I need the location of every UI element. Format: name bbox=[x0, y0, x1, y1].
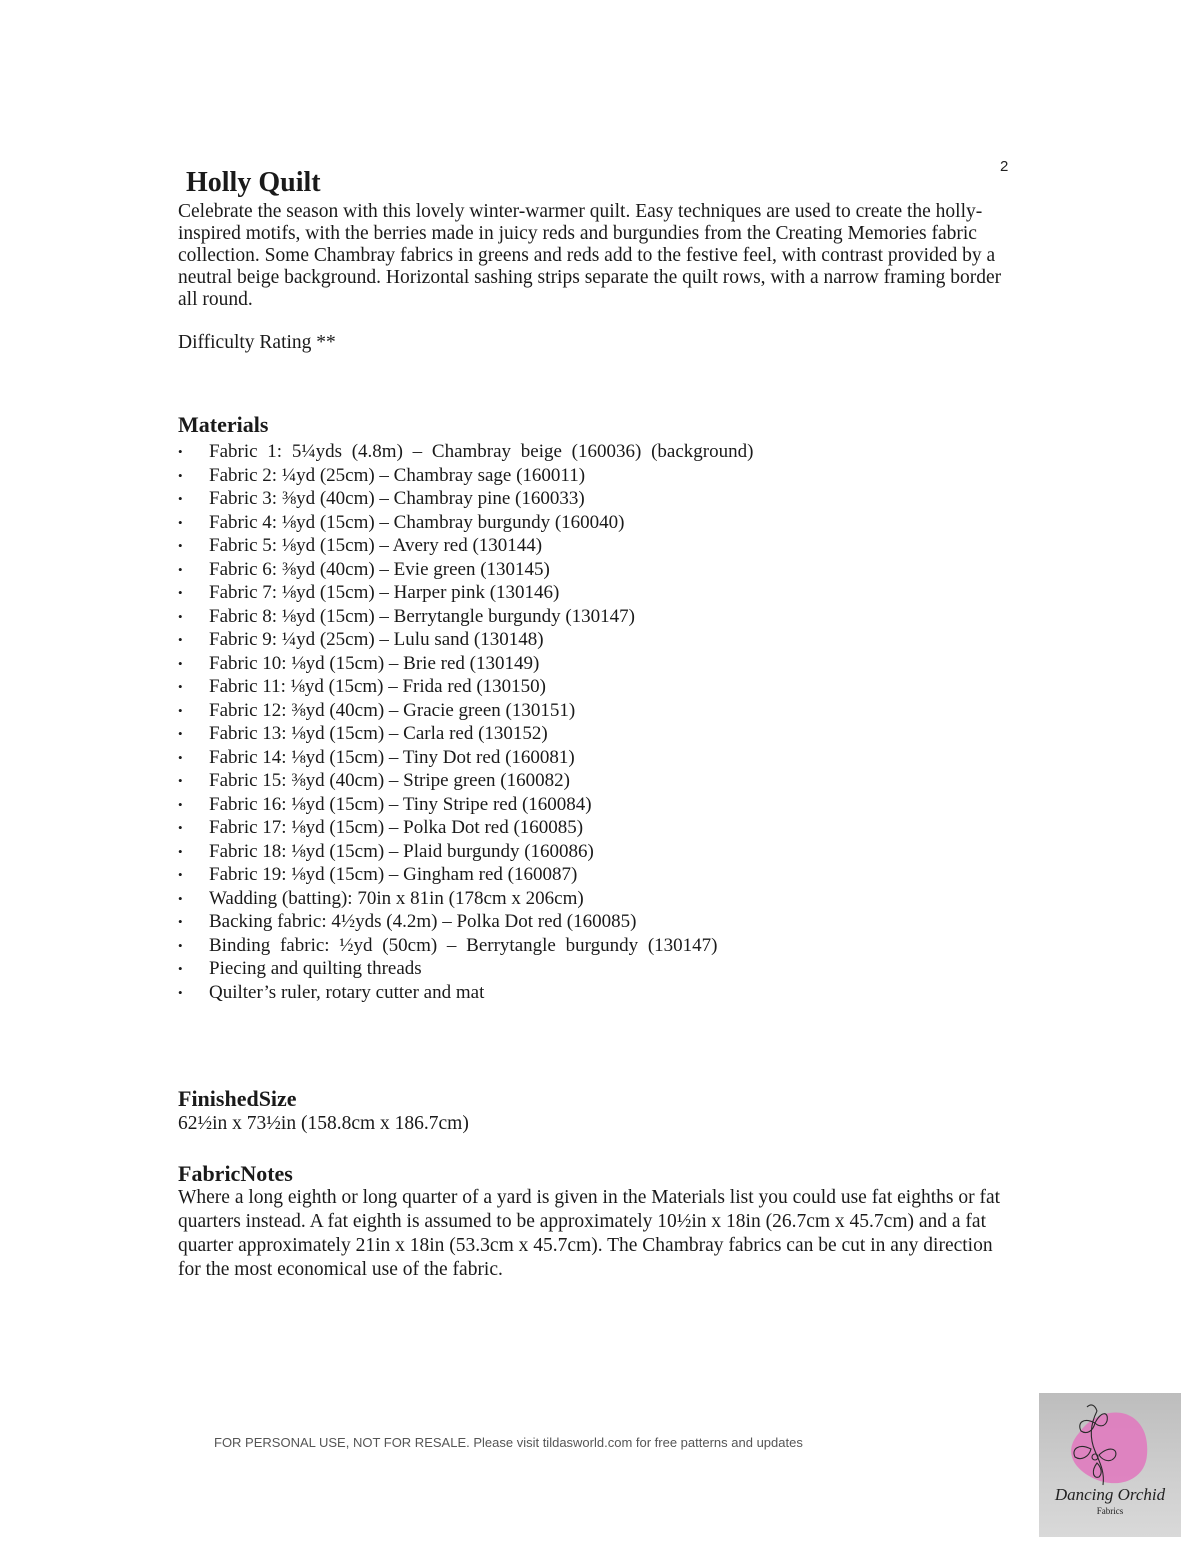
materials-heading: Materials bbox=[178, 412, 269, 437]
list-item-text: Fabric 12: ⅜yd (40cm) – Gracie green (130151) bbox=[209, 699, 576, 721]
list-item-text: Fabric 5: ⅛yd (15cm) – Avery red (130144) bbox=[209, 535, 543, 556]
materials-list bbox=[178, 440, 818, 1004]
list-item bbox=[178, 957, 818, 981]
bullet-icon: • bbox=[178, 608, 183, 624]
list-item-text: Fabric 16: ⅛yd (15cm) – Tiny Stripe red (160084) bbox=[209, 793, 592, 815]
list-item-text: Quilter’s ruler, rotary cutter and mat bbox=[209, 981, 485, 1003]
list-item bbox=[178, 746, 818, 770]
list-item-text: Fabric 13: ⅛yd (15cm) – Carla red (130152) bbox=[209, 723, 548, 744]
list-item-text: Fabric 15: ⅜yd (40cm) – Stripe green (160082) bbox=[209, 770, 570, 791]
bullet-icon: • bbox=[178, 538, 183, 553]
list-item-text: Fabric 6: ⅜yd (40cm) – Evie green (130145) bbox=[209, 558, 550, 580]
list-item bbox=[178, 816, 818, 840]
list-item bbox=[178, 793, 818, 817]
bullet-icon: • bbox=[178, 749, 183, 765]
finished-size-heading: FinishedSize bbox=[178, 1086, 297, 1111]
page-number: 2 bbox=[1000, 158, 1009, 175]
list-item bbox=[178, 558, 818, 582]
list-item-text: Fabric 9: ¼yd (25cm) – Lulu sand (130148) bbox=[209, 629, 544, 650]
list-item bbox=[178, 511, 818, 535]
list-item-text: Fabric 1: 5¼yds (4.8m) – Chambray beige (160036) (background) bbox=[209, 441, 754, 462]
bullet-icon: • bbox=[178, 773, 183, 788]
bullet-icon: • bbox=[178, 679, 183, 694]
list-item bbox=[178, 652, 818, 676]
list-item bbox=[178, 628, 818, 652]
list-item bbox=[178, 769, 818, 793]
list-item bbox=[178, 722, 818, 746]
bullet-icon: • bbox=[178, 444, 183, 459]
list-item-text: Backing fabric: 4½yds (4.2m) – Polka Dot red (160085) bbox=[209, 911, 637, 932]
bullet-icon: • bbox=[178, 514, 183, 530]
list-item bbox=[178, 981, 818, 1005]
brand-logo bbox=[1039, 1393, 1181, 1537]
footer-notice: FOR PERSONAL USE, NOT FOR RESALE. Please visit tildasworld.com for free patterns and updates bbox=[214, 1435, 803, 1450]
bullet-icon: • bbox=[178, 796, 183, 812]
list-item bbox=[178, 464, 818, 488]
list-item bbox=[178, 675, 818, 699]
list-item-text: Fabric 17: ⅛yd (15cm) – Polka Dot red (160085) bbox=[209, 817, 584, 838]
list-item-text: Binding fabric: ½yd (50cm) – Berrytangle burgundy (130147) bbox=[209, 934, 718, 956]
list-item-text: Wadding (batting): 70in x 81in (178cm x 206cm) bbox=[209, 887, 584, 909]
logo-subtitle: Fabrics bbox=[1096, 1506, 1124, 1516]
bullet-icon: • bbox=[178, 561, 183, 577]
bullet-icon: • bbox=[178, 491, 183, 506]
list-item-text: Fabric 11: ⅛yd (15cm) – Frida red (130150) bbox=[209, 676, 546, 697]
list-item bbox=[178, 487, 818, 511]
bullet-icon: • bbox=[178, 655, 183, 671]
fabric-notes-heading: FabricNotes bbox=[178, 1161, 293, 1186]
logo-name: Dancing Orchid bbox=[1054, 1485, 1166, 1504]
list-item bbox=[178, 910, 818, 934]
fabric-notes-text: Where a long eighth or long quarter of a yard is given in the Materials list you could use fat eighths or fat quarters instead. A fat eighth is assumed to be approximately 10½in x 18in (26.7cm x 45.7cm) and a fat quarter approximately 21in x 18in (53.3cm x 45.7cm). The Chambray fabrics can be cut in any direction for the most economical use of the fabric. bbox=[178, 1187, 1001, 1280]
bullet-icon: • bbox=[178, 984, 183, 1000]
list-item-text: Fabric 8: ⅛yd (15cm) – Berrytangle burgundy (130147) bbox=[209, 605, 636, 627]
bullet-icon: • bbox=[178, 961, 183, 976]
list-item-text: Fabric 7: ⅛yd (15cm) – Harper pink (130146) bbox=[209, 582, 560, 603]
page-title: Holly Quilt bbox=[186, 167, 321, 198]
bullet-icon: • bbox=[178, 843, 183, 859]
bullet-icon: • bbox=[178, 890, 183, 906]
list-item bbox=[178, 863, 818, 887]
list-item-text: Fabric 18: ⅛yd (15cm) – Plaid burgundy (160086) bbox=[209, 840, 594, 862]
bullet-icon: • bbox=[178, 702, 183, 718]
list-item-text: Fabric 19: ⅛yd (15cm) – Gingham red (160087) bbox=[209, 864, 578, 885]
list-item bbox=[178, 887, 818, 911]
bullet-icon: • bbox=[178, 726, 183, 741]
difficulty-rating: Difficulty Rating ** bbox=[178, 332, 336, 353]
list-item bbox=[178, 840, 818, 864]
list-item-text: Piecing and quilting threads bbox=[209, 958, 422, 979]
list-item-text: Fabric 2: ¼yd (25cm) – Chambray sage (160011) bbox=[209, 464, 586, 486]
list-item-text: Fabric 4: ⅛yd (15cm) – Chambray burgundy (160040) bbox=[209, 511, 625, 533]
intro-paragraph: Celebrate the season with this lovely winter-warmer quilt. Easy techniques are used to create the holly-inspired motifs, with the berries made in juicy reds and burgundies from the Creating Memories fabric collection. Some Chambray fabrics in greens and reds add to the festive feel, with contrast provided by a neutral beige background. Horizontal sashing strips separate the quilt rows, with a narrow framing border all round. bbox=[178, 201, 1002, 310]
list-item bbox=[178, 581, 818, 605]
bullet-icon: • bbox=[178, 820, 183, 835]
bullet-icon: • bbox=[178, 467, 183, 483]
bullet-icon: • bbox=[178, 914, 183, 929]
list-item bbox=[178, 605, 818, 629]
list-item-text: Fabric 3: ⅜yd (40cm) – Chambray pine (160033) bbox=[209, 488, 585, 509]
list-item bbox=[178, 440, 818, 464]
finished-size-text: 62½in x 73½in (158.8cm x 186.7cm) bbox=[178, 1113, 469, 1134]
list-item bbox=[178, 534, 818, 558]
list-item-text: Fabric 10: ⅛yd (15cm) – Brie red (130149) bbox=[209, 652, 540, 674]
bullet-icon: • bbox=[178, 632, 183, 647]
bullet-icon: • bbox=[178, 937, 183, 953]
bullet-icon: • bbox=[178, 585, 183, 600]
list-item bbox=[178, 934, 818, 958]
list-item-text: Fabric 14: ⅛yd (15cm) – Tiny Dot red (160081) bbox=[209, 746, 575, 768]
list-item bbox=[178, 699, 818, 723]
bullet-icon: • bbox=[178, 867, 183, 882]
